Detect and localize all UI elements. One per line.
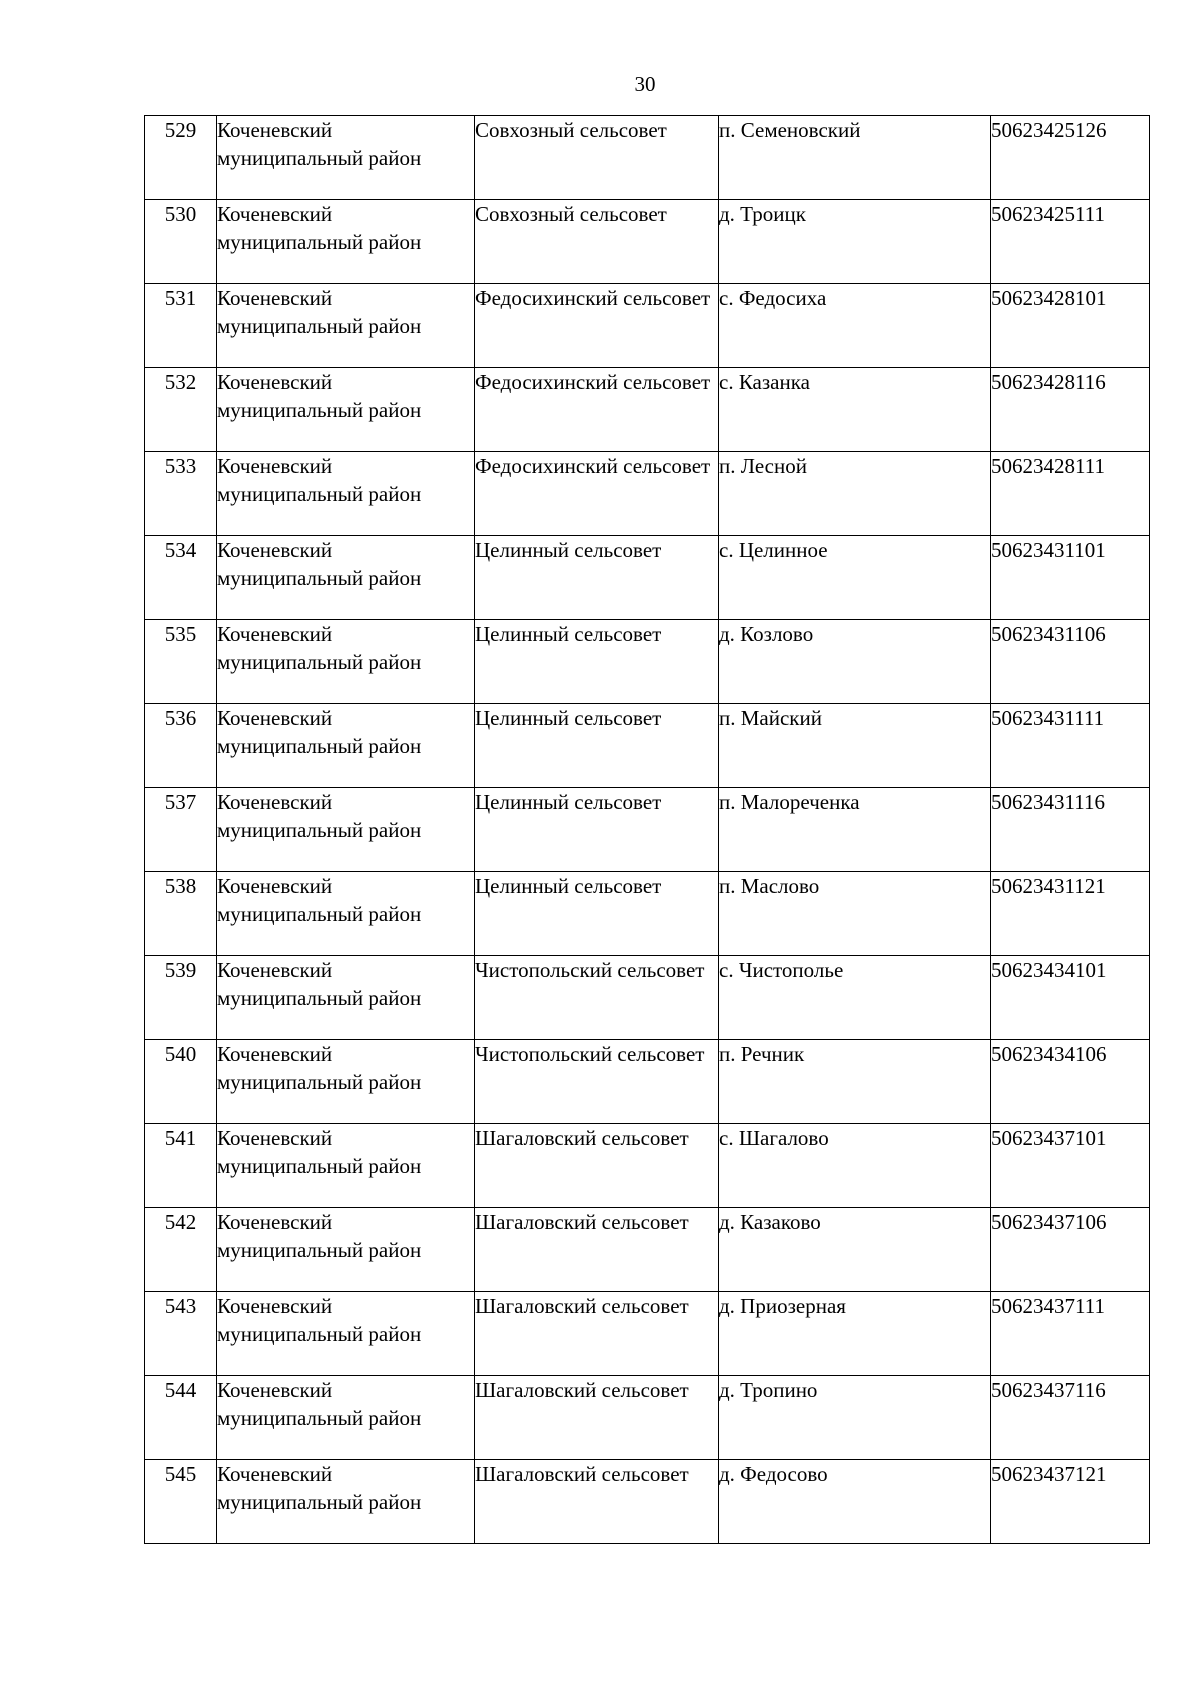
cell-council: Чистопольский сельсовет (475, 956, 719, 1040)
cell-settlement: д. Казаково (719, 1208, 991, 1292)
cell-settlement: с. Казанка (719, 368, 991, 452)
cell-district: Коченевский муниципальный район (217, 956, 475, 1040)
table-row (145, 116, 1150, 200)
table-body (145, 116, 1150, 1544)
cell-district: Коченевский муниципальный район (217, 536, 475, 620)
cell-settlement: с. Целинное (719, 536, 991, 620)
cell-oktmo-code: 50623431101 (991, 536, 1150, 620)
cell-district: Коченевский муниципальный район (217, 200, 475, 284)
cell-council: Федосихинский сельсовет (475, 452, 719, 536)
cell-council: Федосихинский сельсовет (475, 284, 719, 368)
table-row (145, 704, 1150, 788)
cell-oktmo-code: 50623434106 (991, 1040, 1150, 1124)
cell-oktmo-code: 50623437106 (991, 1208, 1150, 1292)
cell-council: Совхозный сельсовет (475, 200, 719, 284)
cell-district: Коченевский муниципальный район (217, 1040, 475, 1124)
page-number: 30 (634, 72, 656, 96)
cell-district: Коченевский муниципальный район (217, 1376, 475, 1460)
cell-district: Коченевский муниципальный район (217, 284, 475, 368)
cell-number: 533 (145, 452, 217, 536)
cell-council: Целинный сельсовет (475, 536, 719, 620)
cell-number: 536 (145, 704, 217, 788)
cell-council: Шагаловский сельсовет (475, 1292, 719, 1376)
cell-oktmo-code: 50623437121 (991, 1460, 1150, 1544)
cell-district: Коченевский муниципальный район (217, 872, 475, 956)
cell-council: Целинный сельсовет (475, 872, 719, 956)
cell-oktmo-code: 50623431111 (991, 704, 1150, 788)
cell-settlement: п. Семеновский (719, 116, 991, 200)
cell-oktmo-code: 50623431116 (991, 788, 1150, 872)
cell-district: Коченевский муниципальный район (217, 704, 475, 788)
table-row (145, 536, 1150, 620)
cell-settlement: д. Тропино (719, 1376, 991, 1460)
cell-settlement: п. Маслово (719, 872, 991, 956)
table-row (145, 1208, 1150, 1292)
cell-oktmo-code: 50623428116 (991, 368, 1150, 452)
cell-oktmo-code: 50623425126 (991, 116, 1150, 200)
cell-settlement: п. Майский (719, 704, 991, 788)
table-row (145, 1376, 1150, 1460)
table-row (145, 1124, 1150, 1208)
table-row (145, 956, 1150, 1040)
cell-oktmo-code: 50623437116 (991, 1376, 1150, 1460)
settlements-table (144, 115, 1150, 1544)
cell-council: Совхозный сельсовет (475, 116, 719, 200)
cell-number: 538 (145, 872, 217, 956)
cell-settlement: п. Лесной (719, 452, 991, 536)
table-row (145, 620, 1150, 704)
cell-council: Целинный сельсовет (475, 620, 719, 704)
cell-oktmo-code: 50623434101 (991, 956, 1150, 1040)
cell-settlement: д. Федосово (719, 1460, 991, 1544)
cell-district: Коченевский муниципальный район (217, 368, 475, 452)
cell-number: 539 (145, 956, 217, 1040)
cell-council: Шагаловский сельсовет (475, 1208, 719, 1292)
table-row (145, 1040, 1150, 1124)
cell-settlement: с. Чистополье (719, 956, 991, 1040)
cell-oktmo-code: 50623437101 (991, 1124, 1150, 1208)
cell-settlement: п. Малореченка (719, 788, 991, 872)
cell-council: Федосихинский сельсовет (475, 368, 719, 452)
table-row (145, 452, 1150, 536)
cell-district: Коченевский муниципальный район (217, 1208, 475, 1292)
table-row (145, 872, 1150, 956)
cell-district: Коченевский муниципальный район (217, 116, 475, 200)
cell-settlement: д. Приозерная (719, 1292, 991, 1376)
cell-settlement: с. Федосиха (719, 284, 991, 368)
cell-number: 540 (145, 1040, 217, 1124)
cell-settlement: д. Троицк (719, 200, 991, 284)
cell-number: 529 (145, 116, 217, 200)
cell-number: 544 (145, 1376, 217, 1460)
table-row (145, 1460, 1150, 1544)
cell-settlement: д. Козлово (719, 620, 991, 704)
cell-number: 543 (145, 1292, 217, 1376)
cell-number: 530 (145, 200, 217, 284)
cell-oktmo-code: 50623428111 (991, 452, 1150, 536)
table-row (145, 1292, 1150, 1376)
table-row (145, 368, 1150, 452)
cell-oktmo-code: 50623431106 (991, 620, 1150, 704)
cell-number: 541 (145, 1124, 217, 1208)
cell-council: Целинный сельсовет (475, 704, 719, 788)
cell-settlement: с. Шагалово (719, 1124, 991, 1208)
cell-council: Шагаловский сельсовет (475, 1460, 719, 1544)
cell-number: 531 (145, 284, 217, 368)
table-row (145, 788, 1150, 872)
cell-district: Коченевский муниципальный район (217, 620, 475, 704)
cell-number: 534 (145, 536, 217, 620)
cell-oktmo-code: 50623425111 (991, 200, 1150, 284)
cell-district: Коченевский муниципальный район (217, 788, 475, 872)
cell-number: 542 (145, 1208, 217, 1292)
cell-council: Шагаловский сельсовет (475, 1376, 719, 1460)
table-row (145, 200, 1150, 284)
cell-number: 545 (145, 1460, 217, 1544)
cell-council: Чистопольский сельсовет (475, 1040, 719, 1124)
table-row (145, 284, 1150, 368)
cell-number: 535 (145, 620, 217, 704)
cell-district: Коченевский муниципальный район (217, 1460, 475, 1544)
cell-number: 532 (145, 368, 217, 452)
cell-oktmo-code: 50623431121 (991, 872, 1150, 956)
cell-settlement: п. Речник (719, 1040, 991, 1124)
cell-district: Коченевский муниципальный район (217, 1292, 475, 1376)
cell-council: Шагаловский сельсовет (475, 1124, 719, 1208)
cell-district: Коченевский муниципальный район (217, 1124, 475, 1208)
cell-oktmo-code: 50623437111 (991, 1292, 1150, 1376)
cell-district: Коченевский муниципальный район (217, 452, 475, 536)
cell-council: Целинный сельсовет (475, 788, 719, 872)
cell-number: 537 (145, 788, 217, 872)
cell-oktmo-code: 50623428101 (991, 284, 1150, 368)
